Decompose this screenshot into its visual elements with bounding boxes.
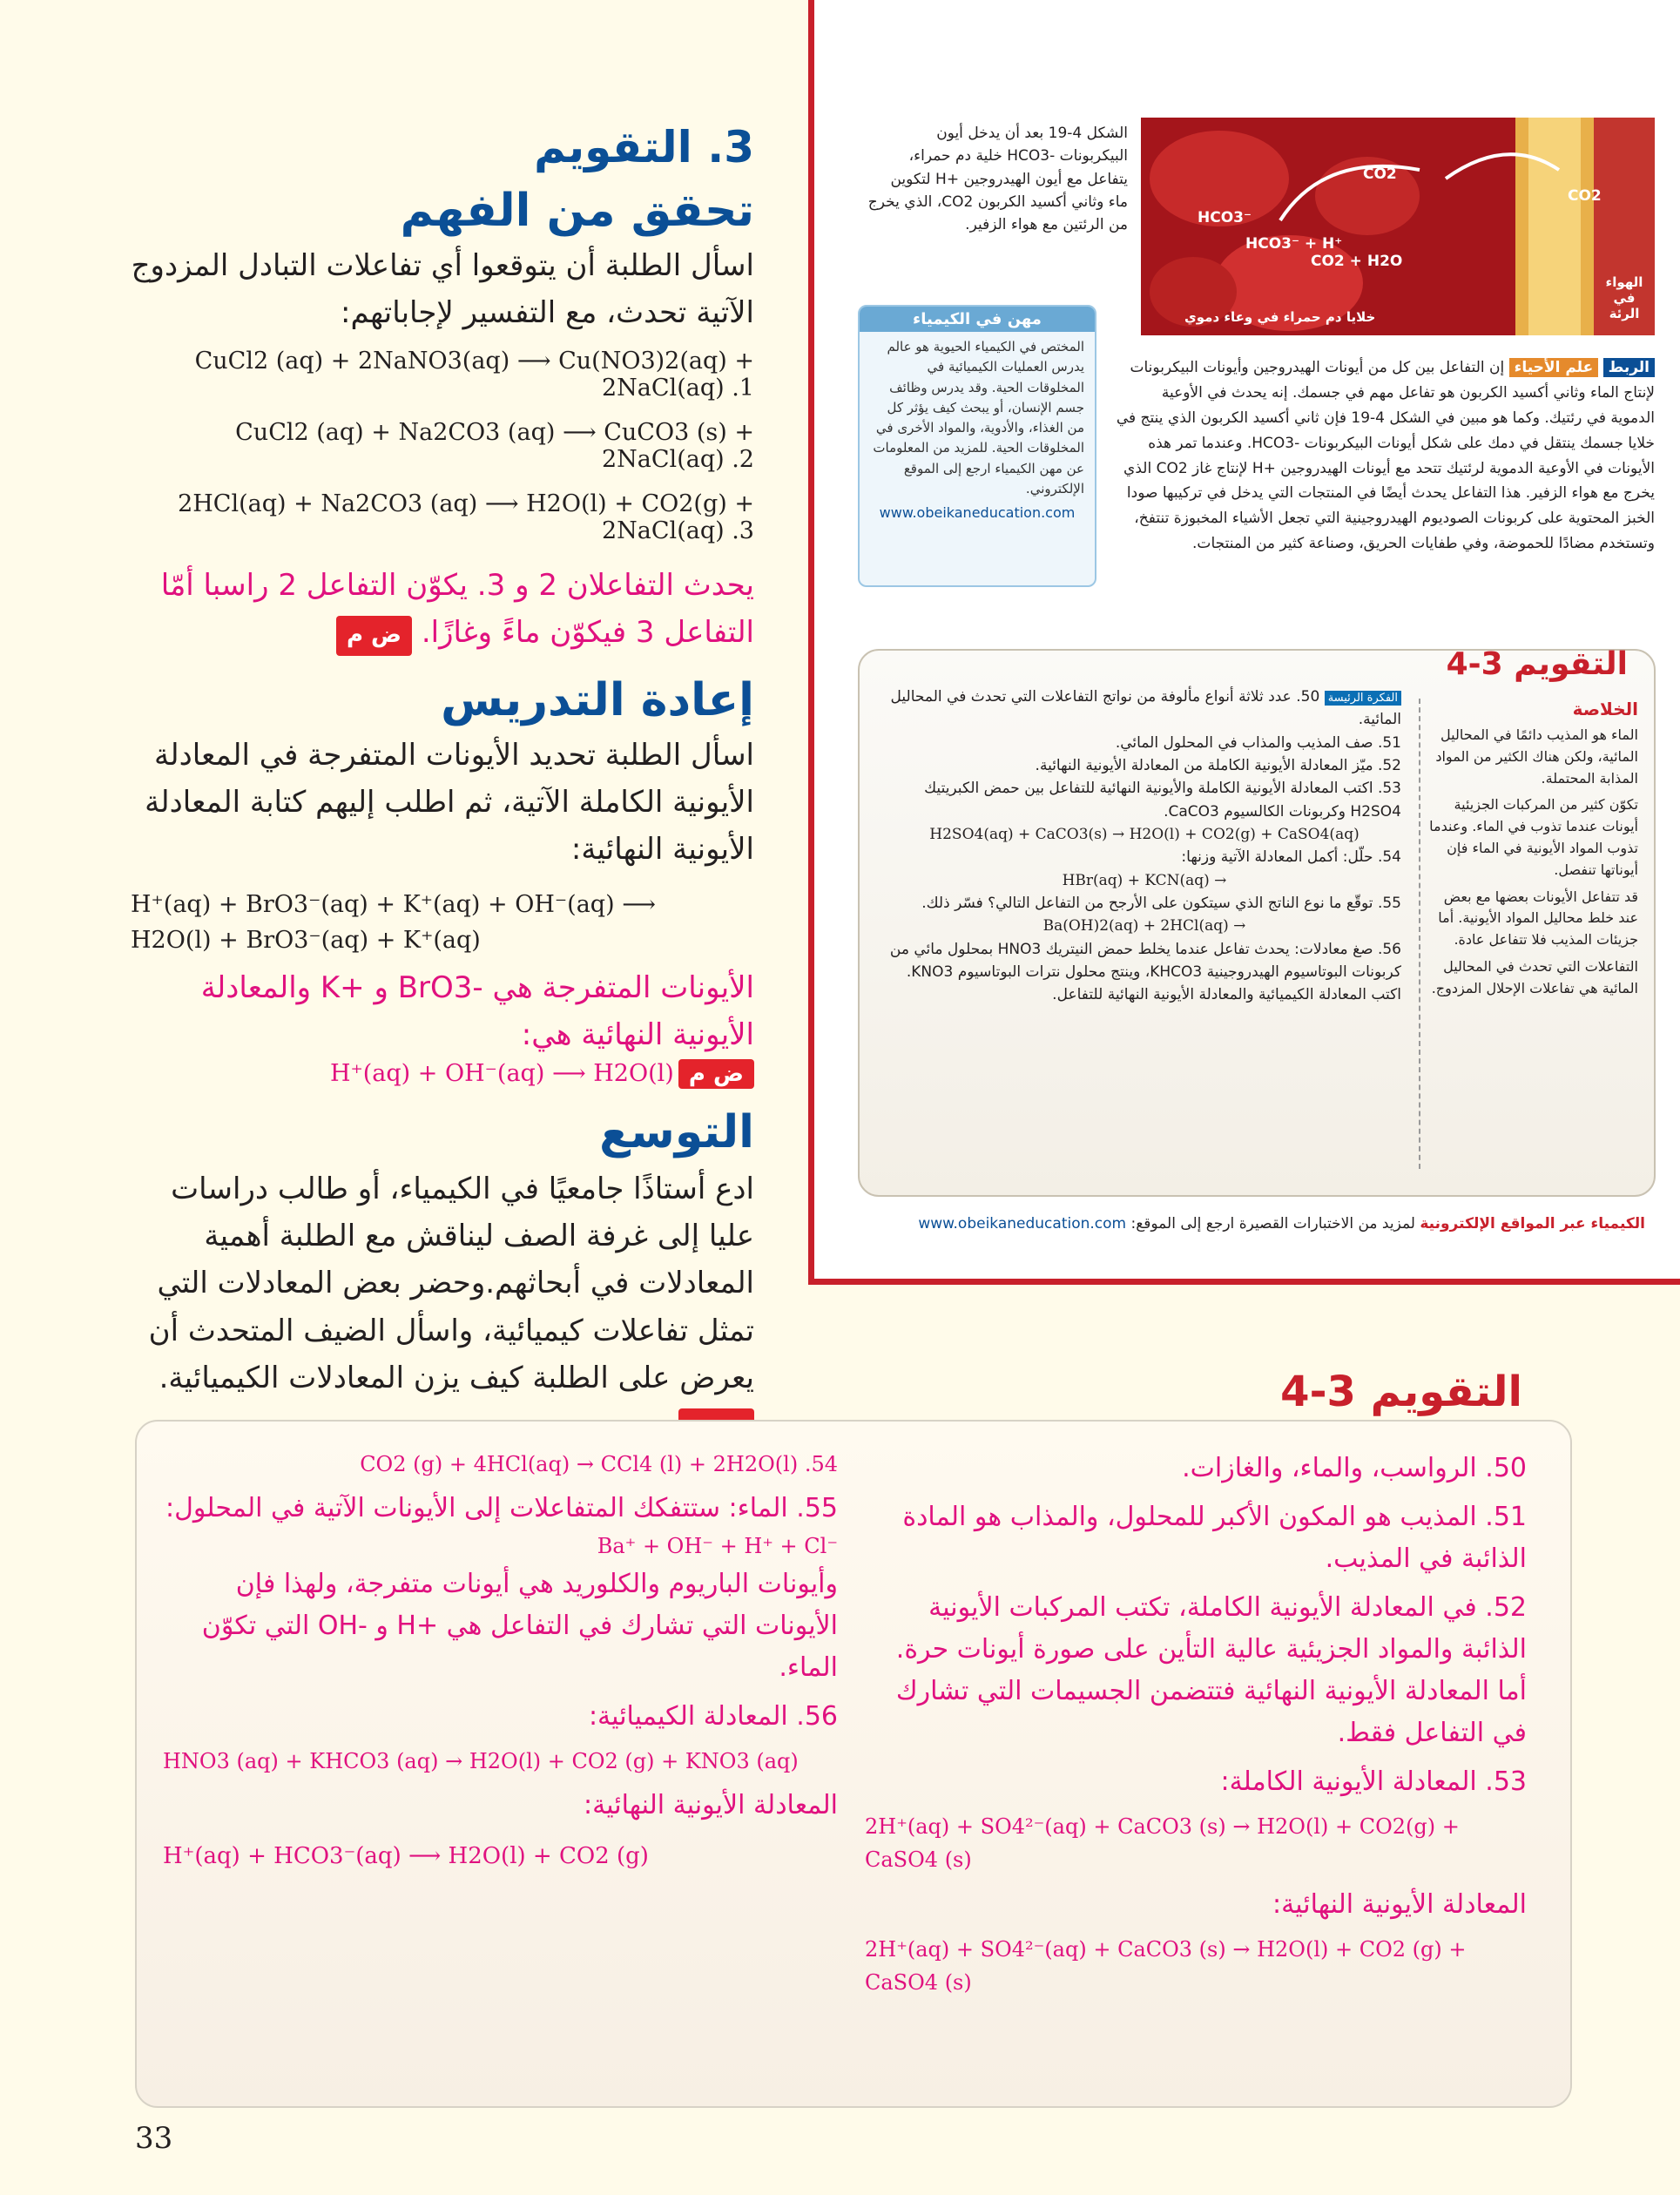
answer-51: 51. المذيب هو المكون الأكبر للمحلول، والمذاب هو المادة الذائبة في المذيب.: [902, 1502, 1527, 1574]
answer-56-eq1: HNO3 (aq) + KHCO3 (aq) → H2O(l) + CO2 (g) + KNO3 (aq): [163, 1748, 799, 1773]
question-56: 56. صغ معادلات: يحدث تفاعل عندما يخلط حمض النيتريك HNO3 بمحلول مائي من كربونات البوتاسيوم الهيدروجينية KHCO3، وينتج محلول نترات البوتاسيوم KNO3. اكتب المعادلة الكيميائية والمعادلة الأيونية النهائية للتفاعل.: [889, 940, 1401, 1004]
answer-2-text: الأيونات المتفرجة هي -BrO3 و +K والمعادلة الأيونية النهائية هي:: [200, 969, 754, 1053]
label-co2-h2o: CO2 + H2O: [1311, 253, 1403, 270]
answer-56-net-title: المعادلة الأيونية النهائية:: [584, 1790, 838, 1821]
expand-text: ادع أستاذًا جامعيًا في الكيمياء، أو طالب دراسات عليا إلى غرفة الصف ليناقش مع الطلبة أهمية المعادلات في أبحاثهم.وحضر بعض المعادلات التي تمثل تفاعلات كيميائية، واسأل الضيف المتحدث أن يعرض على الطلبة كيف يزن المعادلات الكيميائية.: [148, 1171, 754, 1396]
expand-title: التوسع: [599, 1105, 754, 1158]
question-55: 55. توقّع ما نوع الناتج الذي سيتكون على الأرجح من التفاعل التالي؟ فسّر ذلك.: [921, 895, 1401, 913]
figure-illustration: [1141, 118, 1655, 335]
answer-55-title: 55. الماء: ستتفكك المتفاعلات إلى الأيونات الآتية في المحلول:: [165, 1493, 838, 1524]
student-page-thumbnail: [808, 0, 1680, 1285]
summary-item-1: الماء هو المذيب دائمًا في المحاليل المائية، ولكن هناك الكثير من المواد المذابة المحتملة.: [1435, 726, 1638, 787]
question-54-equation: HBr(aq) + KCN(aq) →: [1062, 871, 1227, 889]
label-cells: خلايا دم حمراء في وعاء دموي: [1184, 309, 1376, 325]
section-title: 3. التقويم: [534, 122, 754, 172]
badge: ض م: [678, 1059, 754, 1089]
question-53: 53. اكتب المعادلة الأيونية الكاملة والأيونية النهائية للتفاعل بين حمض الكبريتيك H2SO4 وكربونات الكالسيوم CaCO3.: [924, 780, 1401, 821]
expand-block: [131, 1165, 754, 1449]
label-air: الهواء في الرئة: [1605, 274, 1643, 321]
footer-logo: الكيمياء عبر المواقع الإلكترونية: [1420, 1215, 1645, 1233]
answers-left-column: [163, 1448, 838, 1875]
link-label: الربط: [1603, 358, 1655, 377]
label-hco3: HCO3⁻: [1198, 209, 1252, 226]
answer-2: [131, 964, 754, 1059]
link-tag: علم الأحياء: [1509, 358, 1599, 377]
question-51: 51. صف المذيب والمذاب في المحلول المائي.: [1115, 733, 1401, 752]
label-hco3-h: HCO3⁻ + H⁺: [1245, 235, 1343, 253]
answer-56-title: 56. المعادلة الكيميائية:: [588, 1700, 838, 1732]
answer-52: 52. في المعادلة الأيونية الكاملة، تكتب المركبات الأيونية الذائبة والمواد الجزيئية عالية التأين على صورة أيونات حرة. أما المعادلة الأيونية النهائية فتتضمن الجسيمات التي تشارك في التفاعل فقط.: [895, 1592, 1527, 1748]
equation-2: CuCl2 (aq) + Na2CO3 (aq) ⟶ CuCO3 (s) + 2NaCl(aq) .2: [235, 418, 754, 473]
figure-caption: الشكل 4-19 بعد أن يدخل أيون البيكربونات -HCO3 خلية دم حمراء، يتفاعل مع أيون الهيدروجين +H لتكوين ماء وثاني أكسيد الكربون CO2، الذي يخرج من الرئتين مع هواء الزفير.: [867, 125, 1128, 234]
answer-2-eq-row: [131, 1059, 754, 1089]
answer-56-eq2: H⁺(aq) + HCO3⁻(aq) ⟶ H2O(l) + CO2 (g): [163, 1843, 649, 1870]
chem-career-title: مهن في الكيمياء: [860, 307, 1095, 332]
summary-item-4: التفاعلات التي تحدث في المحاليل المائية هي تفاعلات الإحلال المزدوج.: [1431, 957, 1638, 996]
chem-career-text: المختص في الكيمياء الحيوية هو عالم يدرس العمليات الكيميائية في المخلوقات الحية. وقد يدرس وظائف جسم الإنسان، أو يبحث كيف يؤثر كل من الغذاء، والأدوية، والمواد الأخرى في المخلوقات الحية. للمزيد من المعلومات عن مهن الكيمياء ارجع إلى الموقع الإلكتروني.: [873, 339, 1084, 496]
chem-career-url[interactable]: www.obeikaneducation.com: [879, 504, 1076, 521]
summary-title: الخلاصة: [1572, 699, 1638, 719]
question-52: 52. ميّز المعادلة الأيونية الكاملة من المعادلة الأيونية النهائية.: [1035, 757, 1401, 775]
teacher-column: [131, 122, 754, 1449]
summary-item-3: قد تتفاعل الأيونات بعضها مع بعض عند خلط محاليل المواد الأيونية. أما جزيئات المذيب فلا تتفاعل عادة.: [1438, 888, 1638, 949]
footer-url[interactable]: www.obeikaneducation.com: [918, 1215, 1127, 1233]
answer-1-text: يحدث التفاعلان 2 و 3. يكوّن التفاعل 2 راسبا أمّا التفاعل 3 فيكوّن ماءً وغازًا.: [160, 567, 754, 651]
main-idea-tag: الفكرة الرئيسة: [1325, 691, 1401, 706]
question-50: 50. عدد ثلاثة أنواع مألوفة من نواتج التفاعلات التي تحدث في المحاليل المائية.: [890, 688, 1401, 729]
label-co2-top: CO2: [1363, 165, 1397, 183]
answer-50: 50. الرواسب، والماء، والغازات.: [1182, 1453, 1527, 1483]
answer-53-eq1: 2H⁺(aq) + SO4²⁻(aq) + CaCO3 (s) → H2O(l) + CO2(g) + CaSO4 (s): [865, 1814, 1460, 1873]
answer-1: [131, 562, 754, 657]
check-title: تحقق من الفهم: [400, 185, 754, 237]
answers-box: [135, 1368, 1572, 2108]
page-number: 33: [135, 2121, 173, 2156]
student-footer: [918, 1215, 1645, 1233]
answer-54: CO2 (g) + 4HCl(aq) → CCl4 (l) + 2H2O(l) .54: [360, 1452, 838, 1476]
question-53-equation: H2SO4(aq) + CaCO3(s) → H2O(l) + CO2(g) + CaSO4(aq): [929, 826, 1360, 844]
link-paragraph: [1115, 355, 1655, 557]
question-54: 54. حلّل: أكمل المعادلة الآتية وزنها:: [1181, 848, 1401, 867]
footer-text: لمزيد من الاختبارات القصيرة ارجع إلى الموقع:: [1130, 1215, 1415, 1233]
section-review-box: [858, 646, 1656, 1197]
answer-2-equation: H⁺(aq) + OH⁻(aq) ⟶ H2O(l): [329, 1059, 674, 1087]
reteach-title: إعادة التدريس: [441, 673, 754, 726]
equation-3: 2HCl(aq) + Na2CO3 (aq) ⟶ H2O(l) + CO2(g) + 2NaCl(aq) .3: [178, 490, 754, 544]
answer-53-eq2: 2H⁺(aq) + SO4²⁻(aq) + CaCO3 (s) → H2O(l) + CO2 (g) + CaSO4 (s): [865, 1936, 1467, 1996]
reteach-text: اسأل الطلبة تحديد الأيونات المتفرجة في المعادلة الأيونية الكاملة الآتية، ثم اطلب إليهم كتابة المعادلة الأيونية النهائية:: [145, 737, 754, 868]
check-text: اسأل الطلبة أن يتوقعوا أي تفاعلات التبادل المزدوج الآتية تحدث، مع التفسير لإجاباتهم:: [131, 248, 754, 331]
question-55-equation: Ba(OH)2(aq) + 2HCl(aq) →: [1042, 917, 1246, 935]
label-co2-right: CO2: [1568, 187, 1602, 205]
question-50-row: [887, 686, 1401, 732]
answer-55-text: وأيونات الباريوم والكلوريد هي أيونات متفرجة، ولهذا فإن الأيونات التي تشارك في التفاعل هي +H و -OH التي تكوّن الماء.: [201, 1568, 838, 1683]
review-questions: [887, 686, 1401, 1007]
chem-career-box: [858, 305, 1096, 587]
equation-1: CuCl2 (aq) + 2NaNO3(aq) ⟶ Cu(NO3)2(aq) + 2NaCl(aq) .1: [194, 347, 754, 402]
answer-55-ions: Ba⁺ + OH⁻ + H⁺ + Cl⁻: [597, 1534, 838, 1559]
answer-53-title: 53. المعادلة الأيونية الكاملة:: [1220, 1766, 1527, 1797]
ion-equation-2: H2O(l) + BrO3⁻(aq) + K⁺(aq): [131, 926, 481, 954]
summary-column: [1419, 699, 1638, 1169]
review-title: التقويم 3-4: [1446, 646, 1628, 682]
badge: ض م: [336, 616, 412, 656]
answers-title: التقويم 3-4: [1280, 1368, 1522, 1416]
blood-vessel-figure: [1141, 118, 1655, 335]
summary-item-2: تكوّن كثير من المركبات الجزيئية أيونات عندما تذوب في الماء. وعندما تذوب المواد الأيونية في الماء فإن أيوناتها تنفصل.: [1429, 796, 1638, 878]
ion-equation-1: H⁺(aq) + BrO3⁻(aq) + K⁺(aq) + OH⁻(aq) ⟶: [131, 890, 656, 918]
answers-right-column: [865, 1448, 1527, 2000]
link-text: إن التفاعل بين كل من أيونات الهيدروجين وأيونات البيكربونات لإنتاج الماء وثاني أكسيد الكربون هو تفاعل مهم في جسمك. إنه يحدث في الأوعية الدموية في رئتيك. وكما هو مبين في الشكل 4-19 فإن ثاني أكسيد الكربون الذي ينتج في خلايا جسمك ينتقل في دمك على شكل أيونات البيكربونات -HCO3. وعندما تمر هذه الأيونات في الأوعية الدموية لرئتيك تتحد مع أيونات الهيدروجين +H لإنتاج غاز CO2 الذي يخرج مع هواء الزفير. هذا التفاعل يحدث أيضًا في المنتجات التي يدخل في تركيبها صودا الخبز المحتوية على كربونات الصوديوم الهيدروجينية التي تجعل الأشياء المخبوزة تنتفخ، وتستخدم مضادًا للحموضة، وفي طفايات الحريق، وصناعة كثير من المنتجات.: [1116, 359, 1655, 553]
answer-53-net-title: المعادلة الأيونية النهائية:: [1272, 1888, 1527, 1920]
